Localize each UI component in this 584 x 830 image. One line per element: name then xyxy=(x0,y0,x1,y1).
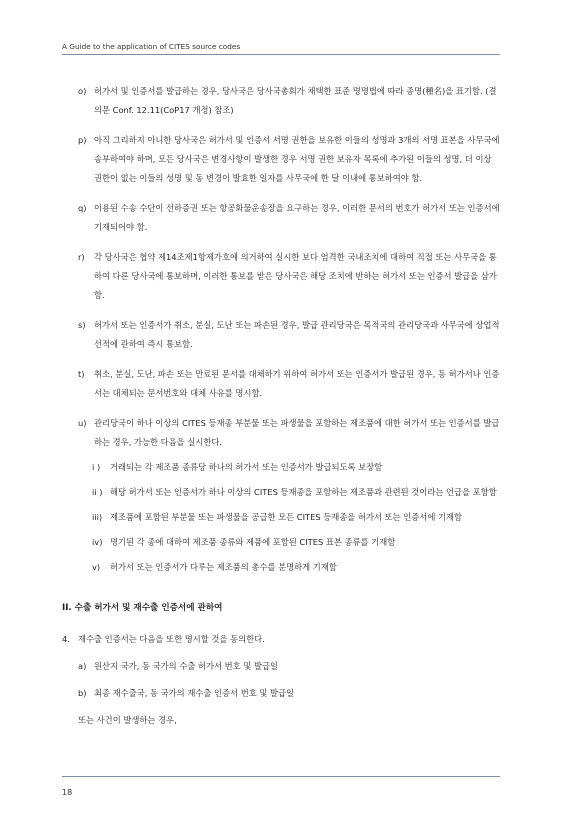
list-item-text: 취소, 분실, 도난, 파손 또는 만료된 문서를 대체하기 위하여 허가서 또는 인증서가 발급된 경우, 동 허가서나 인증서는 대체되는 문서번호와 대체 사유를 명시함. xyxy=(94,369,500,398)
list-item-r xyxy=(62,248,502,305)
list-item-text: 관리당국이 하나 이상의 CITES 등재종 부분물 또는 파생물을 포함하는 제조품에 대한 허가서 또는 인증서를 발급하는 경우, 가능한 다음을 실시한다. xyxy=(94,418,500,447)
paragraph-number: 4. xyxy=(62,634,70,644)
section-item-a xyxy=(62,657,502,676)
sub-list-item-v xyxy=(62,558,502,577)
section-item-b xyxy=(62,684,502,703)
list-item-u xyxy=(62,414,502,452)
list-item-q xyxy=(62,199,502,237)
list-marker: t) xyxy=(78,369,85,379)
list-item-o xyxy=(62,82,502,120)
closing-text: 또는 사건이 발생하는 경우, xyxy=(78,715,177,725)
sub-list-item-text: 해당 허가서 또는 인증서가 하나 이상의 CITES 등재종을 포함하는 제조품과 관련된 것이라는 언급을 포함함 xyxy=(110,487,497,497)
section-item-text: 최종 재수출국, 동 국가의 재수출 인증서 번호 및 발급일 xyxy=(94,688,295,698)
sub-list-item-text: 제조품에 포함된 부분물 또는 파생물을 공급한 모든 CITES 등재종을 허가서 또는 인증서에 기재함 xyxy=(110,512,463,522)
list-marker: p) xyxy=(78,135,87,145)
list-marker: r) xyxy=(78,252,85,262)
list-item-s xyxy=(62,316,502,354)
running-header: A Guide to the application of CITES source codes xyxy=(62,42,241,51)
sub-list-item-text: 명기된 각 종에 대하여 제조품 종류와 제품에 포함된 CITES 표본 종류를 기재함 xyxy=(110,537,396,547)
section-item-marker: a) xyxy=(78,661,87,671)
section-item-text: 원산지 국가, 동 국가의 수출 허가서 번호 및 발급일 xyxy=(94,661,279,671)
paragraph-4 xyxy=(62,630,502,649)
list-marker: s) xyxy=(78,320,86,330)
sub-list-item-iii xyxy=(62,508,502,527)
paragraph-text: 재수출 인증서는 다음을 또한 명시할 것을 동의한다. xyxy=(78,634,265,644)
section-item-marker: b) xyxy=(78,688,87,698)
list-item-text: 아직 그리하지 아니한 당사국은 허가서 및 인증서 서명 권한을 보유한 이들의 성명과 3개의 서명 표본을 사무국에 송부하여야 하며, 모든 당사국은 변경사항이 발생한 경우 서명 권한 보유자 목록에 추가된 이들의 성명, 더 이상 권한이 없는 이들의 성명 및 동 변경이 발효한 일자를 사무국에 한 달 이내에 통보하여야 함. xyxy=(94,135,500,183)
list-item-p xyxy=(62,131,502,188)
sub-list-item-text: 허가서 또는 인증서가 다루는 제조품의 총수를 분명하게 기재함 xyxy=(110,562,337,572)
sub-list-marker: ii ) xyxy=(92,487,103,497)
list-item-text: 허가서 또는 인증서가 취소, 분실, 도난 또는 파손된 경우, 발급 관리당국은 목적국의 관리당국과 사무국에 상업적 선적에 관하여 즉시 통보함. xyxy=(94,320,500,349)
page-content xyxy=(62,82,502,730)
list-item-text: 각 당사국은 협약 제14조제1항제가호에 의거하여 실시한 보다 엄격한 국내조치에 대하여 직접 또는 사무국을 통하여 다른 당사국에 통보하며, 이러한 통보를 받은 당사국은 해당 조치에 반하는 허가서 또는 인증서 발급을 삼가 함. xyxy=(94,252,497,300)
list-item-text: 허가서 및 인증서를 발급하는 경우, 당사국은 당사국총회가 채택한 표준 명명법에 따라 종명(種名)을 표기함. (결의문 Conf. 12.11(CoP17 개정) 참조) xyxy=(94,86,497,115)
list-marker: q) xyxy=(78,203,87,213)
sub-list-item-text: 거래되는 각 제조품 종류당 하나의 허가서 또는 인증서가 발급되도록 보장함 xyxy=(110,462,383,472)
list-item-t xyxy=(62,365,502,403)
header-rule xyxy=(62,54,500,55)
sub-list-marker: i ) xyxy=(92,462,101,472)
section-heading: II. 수출 허가서 및 재수출 인증서에 관하여 xyxy=(62,603,223,613)
footer-rule xyxy=(62,776,500,777)
page-number: 18 xyxy=(62,788,73,797)
sub-list-marker: v) xyxy=(92,562,101,572)
sub-list-item-ii xyxy=(62,483,502,502)
list-marker: u) xyxy=(78,418,87,428)
list-item-text: 이용된 수송 수단이 선하증권 또는 항공화물운송장을 요구하는 경우, 이러한 문서의 번호가 허가서 또는 인증서에 기재되어야 함. xyxy=(94,203,500,232)
sub-list-item-iv xyxy=(62,533,502,552)
sub-list-marker: iii) xyxy=(92,512,103,522)
list-marker: o) xyxy=(78,86,87,96)
sub-list-marker: iv) xyxy=(92,537,103,547)
sub-list-item-i xyxy=(62,458,502,477)
